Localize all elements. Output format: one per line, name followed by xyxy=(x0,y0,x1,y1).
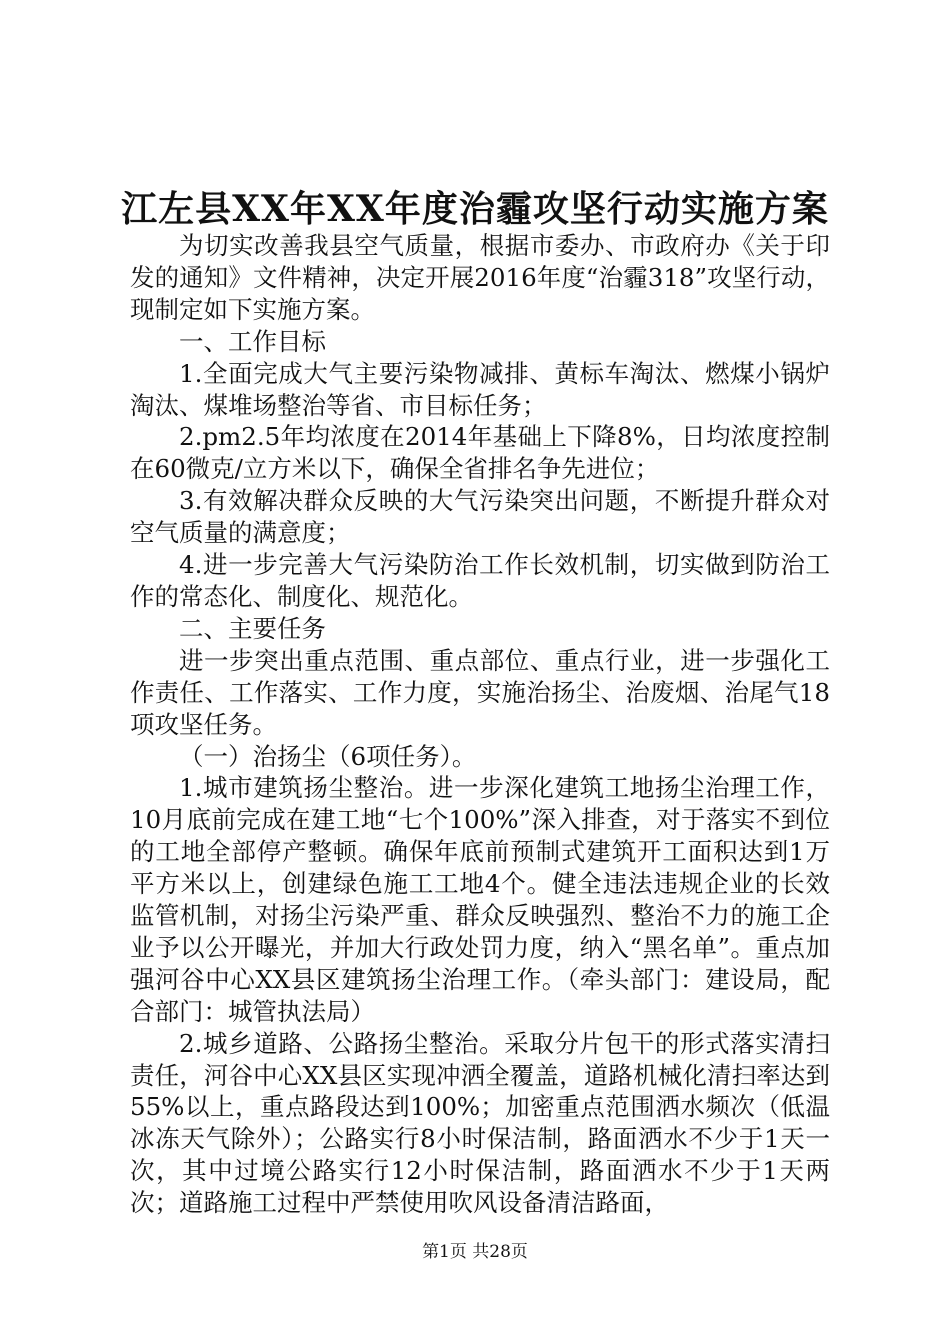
document-title: 江左县XX年XX年度治霾攻坚行动实施方案 xyxy=(121,188,829,230)
goal-item-4: 4.进一步完善大气污染防治工作长效机制，切实做到防治工作的常态化、制度化、规范化。 xyxy=(130,550,830,611)
task-item-1: 1.城市建筑扬尘整治。进一步深化建筑工地扬尘治理工作，10月底前完成在建工地“七个100%”深入排查，对于落实不到位的工地全部停产整顿。确保年底前预制式建筑开工面积达到1万平方米以上，创建绿色施工工地4个。健全违法违规企业的长效监管机制，对扬尘污染严重、群众反映强烈、整治不力的施工企业予以公开曝光，并加大行政处罚力度，纳入“黑名单”。重点加强河谷中心XX县区建筑扬尘治理工作。（牵头部门：建设局，配合部门：城管执法局） xyxy=(130,773,830,1026)
section-heading-goals: 一、工作目标 xyxy=(179,326,326,356)
tasks-overview-paragraph: 进一步突出重点范围、重点部位、重点行业，进一步强化工作责任、工作落实、工作力度，实施治扬尘、治废烟、治尾气18项攻坚任务。 xyxy=(130,645,830,739)
goal-item-1: 1.全面完成大气主要污染物减排、黄标车淘汰、燃煤小锅炉淘汰、煤堆场整治等省、市目标任务； xyxy=(130,358,830,420)
intro-paragraph: 为切实改善我县空气质量，根据市委办、市政府办《关于印发的通知》文件精神，决定开展2016年度“治霾318”攻坚行动，现制定如下实施方案。 xyxy=(130,231,830,324)
goal-item-3: 3.有效解决群众反映的大气污染突出问题，不断提升群众对空气质量的满意度； xyxy=(130,486,830,548)
document-body xyxy=(130,230,830,1219)
subsection-heading-dust: （一）治扬尘（6项任务）。 xyxy=(179,741,477,771)
section-heading-tasks: 二、主要任务 xyxy=(179,613,326,643)
goal-item-2: 2.pm2.5年均浓度在2014年基础上下降8%，日均浓度控制在60微克/立方米以下，确保全省排名争先进位； xyxy=(130,422,830,484)
page-number: 第1页 共28页 xyxy=(422,1242,528,1262)
task-item-2: 2.城乡道路、公路扬尘整治。采取分片包干的形式落实清扫责任，河谷中心XX县区实现冲洒全覆盖，道路机械化清扫率达到55%以上，重点路段达到100%；加密重点范围洒水频次（低温冰冻天气除外）；公路实行8小时保洁制，路面洒水不少于1天一次，其中过境公路实行12小时保洁制，路面洒水不少于1天两次；道路施工过程中严禁使用吹风设备清洁路面， xyxy=(130,1028,830,1218)
